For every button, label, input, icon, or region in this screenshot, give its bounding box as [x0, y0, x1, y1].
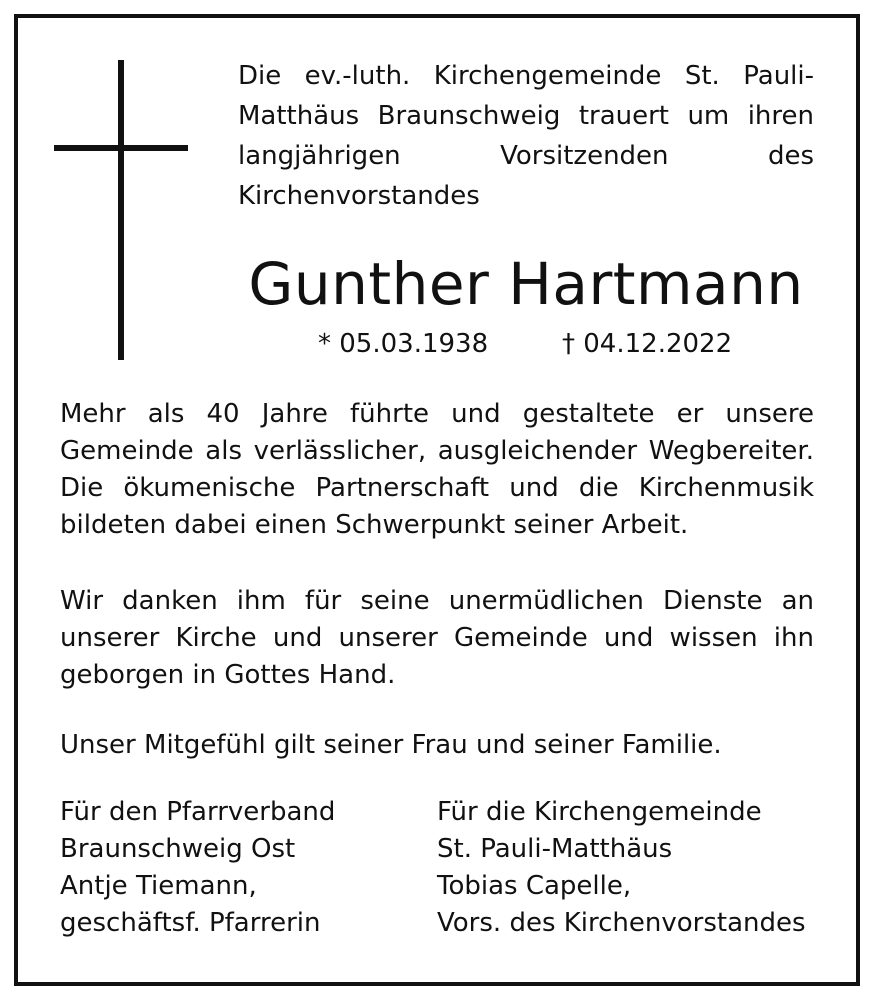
signature-line: Tobias Capelle,: [437, 871, 632, 901]
cross-horizontal-bar: [54, 145, 188, 151]
thanks-paragraph: Wir danken ihm für seine unermüdlichen Dienste an unserer Kirche und unserer Gemeinde und wissen ihn geborgen in Gottes Hand.: [60, 586, 814, 690]
signature-church-community: [437, 794, 806, 942]
deceased-name: Gunther Hartmann: [248, 250, 804, 318]
signature-line: Für die Kirchengemeinde: [437, 797, 762, 827]
signature-line: Für den Pfarrverband: [60, 797, 336, 827]
birth-date: * 05.03.1938: [318, 329, 489, 359]
cross-vertical-bar: [118, 60, 124, 360]
tribute-paragraph: Mehr als 40 Jahre führte und gestaltete er unsere Gemeinde als verlässlicher, ausgleichender Wegbereiter. Die ökumenische Partnerschaft und die Kirchenmusik bildeten dabei einen Schwerpunkt seiner Arbeit.: [60, 399, 814, 540]
signature-parish-association: [60, 794, 335, 942]
signature-line: St. Pauli-Matthäus: [437, 834, 673, 864]
signature-line: geschäftsf. Pfarrerin: [60, 908, 321, 938]
signature-line: Antje Tiemann,: [60, 871, 257, 901]
signature-line: Braunschweig Ost: [60, 834, 296, 864]
death-date: † 04.12.2022: [562, 329, 733, 359]
signature-line: Vors. des Kirchenvorstandes: [437, 908, 806, 938]
intro-text: Die ev.-luth. Kirchengemeinde St. Pauli-Matthäus Braunschweig trauert um ihren langjährigen Vorsitzenden des Kirchenvorstandes: [238, 61, 814, 211]
condolence-paragraph: Unser Mitgefühl gilt seiner Frau und seiner Familie.: [60, 730, 722, 760]
